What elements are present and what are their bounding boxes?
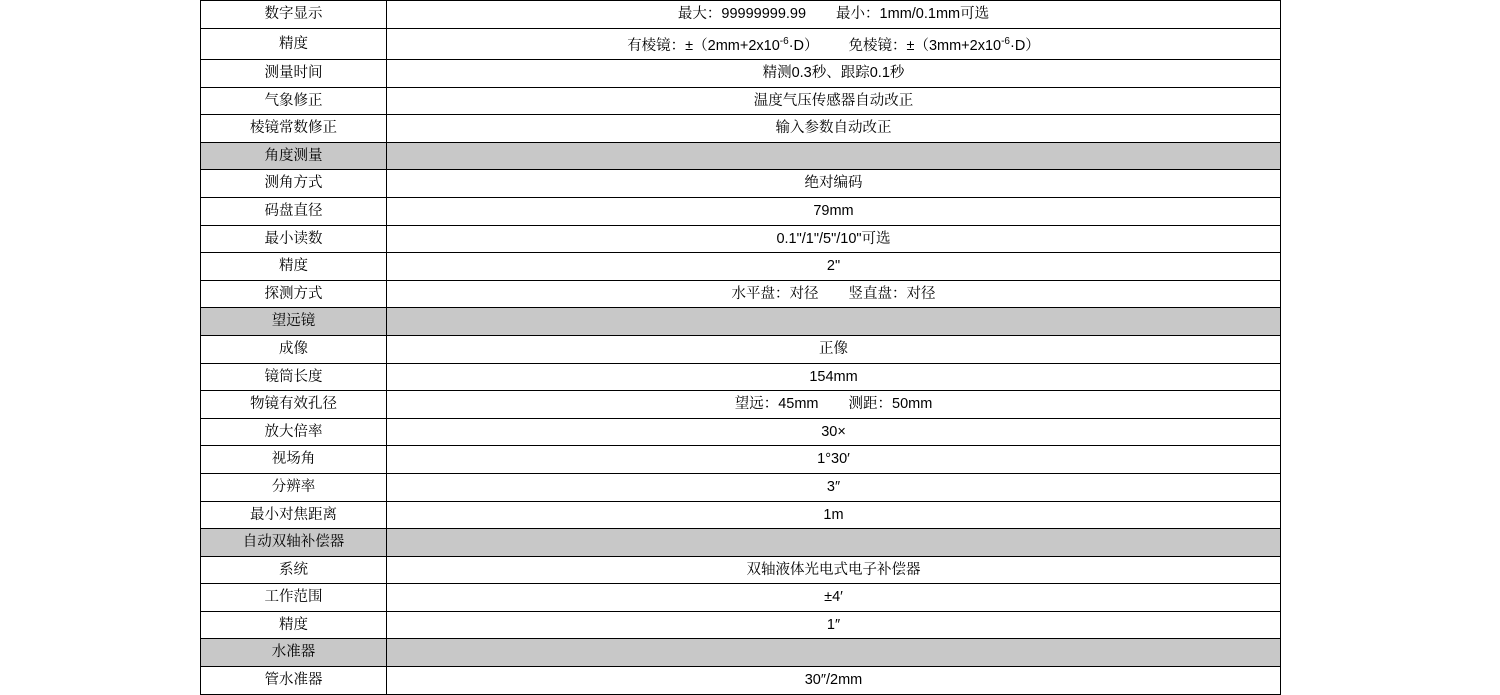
row-label: 精度 <box>201 253 387 281</box>
table-row <box>201 556 1281 584</box>
row-label: 管水准器 <box>201 667 387 695</box>
row-label: 系统 <box>201 556 387 584</box>
exponent-1: -6 <box>779 35 789 47</box>
table-row <box>201 1 1281 29</box>
table-row <box>201 363 1281 391</box>
row-label: 数字显示 <box>201 1 387 29</box>
row-value: 2" <box>387 253 1281 281</box>
row-label: 测量时间 <box>201 60 387 88</box>
value-part-1: 有棱镜：±（2mm+2x10 <box>627 37 780 54</box>
table-row <box>201 225 1281 253</box>
row-label: 工作范围 <box>201 584 387 612</box>
section-title: 自动双轴补偿器 <box>201 529 387 557</box>
section-header-row <box>201 639 1281 667</box>
row-value: 1°30′ <box>387 446 1281 474</box>
specification-table <box>200 0 1281 695</box>
row-value: 30″/2mm <box>387 667 1281 695</box>
value-part-2: 测距：50mm <box>848 396 933 413</box>
table-row <box>201 501 1281 529</box>
table-body <box>201 1 1281 695</box>
row-value: 79mm <box>387 197 1281 225</box>
row-label: 放大倍率 <box>201 418 387 446</box>
row-value <box>387 28 1281 59</box>
section-header-row <box>201 142 1281 170</box>
section-title: 角度测量 <box>201 142 387 170</box>
row-value: 0.1"/1"/5"/10"可选 <box>387 225 1281 253</box>
specification-table-container <box>200 0 1280 695</box>
value-part-1: 水平盘：对径 <box>731 285 819 302</box>
table-row <box>201 446 1281 474</box>
row-value: 温度气压传感器自动改正 <box>387 87 1281 115</box>
value-part-mid: ·D） <box>788 37 819 54</box>
row-value: 1″ <box>387 611 1281 639</box>
row-value: 3″ <box>387 473 1281 501</box>
table-row <box>201 253 1281 281</box>
row-label: 物镜有效孔径 <box>201 391 387 419</box>
row-label: 精度 <box>201 611 387 639</box>
row-value: 输入参数自动改正 <box>387 115 1281 143</box>
table-row <box>201 418 1281 446</box>
row-value: 双轴液体光电式电子补偿器 <box>387 556 1281 584</box>
table-row <box>201 280 1281 308</box>
value-part-1: 望远：45mm <box>734 396 819 413</box>
row-label: 最小对焦距离 <box>201 501 387 529</box>
row-label: 成像 <box>201 335 387 363</box>
row-value: 精测0.3秒、跟踪0.1秒 <box>387 60 1281 88</box>
row-value <box>387 391 1281 419</box>
table-row <box>201 60 1281 88</box>
section-title: 望远镜 <box>201 308 387 336</box>
row-label: 探测方式 <box>201 280 387 308</box>
row-value <box>387 280 1281 308</box>
table-row <box>201 473 1281 501</box>
table-row <box>201 28 1281 59</box>
section-value <box>387 639 1281 667</box>
row-label: 码盘直径 <box>201 197 387 225</box>
row-value: 正像 <box>387 335 1281 363</box>
row-label: 精度 <box>201 28 387 59</box>
value-part-2: 竖直盘：对径 <box>848 285 936 302</box>
table-row <box>201 391 1281 419</box>
row-value: 1m <box>387 501 1281 529</box>
row-label: 最小读数 <box>201 225 387 253</box>
value-part-2-end: ·D） <box>1010 37 1040 54</box>
value-part-2: 最小：1mm/0.1mm可选 <box>836 6 990 22</box>
row-label: 分辨率 <box>201 473 387 501</box>
table-row <box>201 87 1281 115</box>
table-row <box>201 197 1281 225</box>
table-row <box>201 335 1281 363</box>
table-row <box>201 667 1281 695</box>
table-row <box>201 115 1281 143</box>
table-row <box>201 611 1281 639</box>
section-header-row <box>201 308 1281 336</box>
table-row <box>201 584 1281 612</box>
row-value <box>387 1 1281 29</box>
section-value <box>387 142 1281 170</box>
section-value <box>387 308 1281 336</box>
section-header-row <box>201 529 1281 557</box>
row-label: 视场角 <box>201 446 387 474</box>
row-label: 镜筒长度 <box>201 363 387 391</box>
row-label: 气象修正 <box>201 87 387 115</box>
table-row <box>201 170 1281 198</box>
row-value: 绝对编码 <box>387 170 1281 198</box>
value-part-2: 免棱镜：±（3mm+2x10 <box>848 37 1002 54</box>
value-part-1: 最大：99999999.99 <box>677 6 807 22</box>
section-title: 水准器 <box>201 639 387 667</box>
row-value: ±4′ <box>387 584 1281 612</box>
row-label: 棱镜常数修正 <box>201 115 387 143</box>
section-value <box>387 529 1281 557</box>
row-value: 154mm <box>387 363 1281 391</box>
row-value: 30× <box>387 418 1281 446</box>
exponent-2: -6 <box>1001 35 1010 47</box>
row-label: 测角方式 <box>201 170 387 198</box>
